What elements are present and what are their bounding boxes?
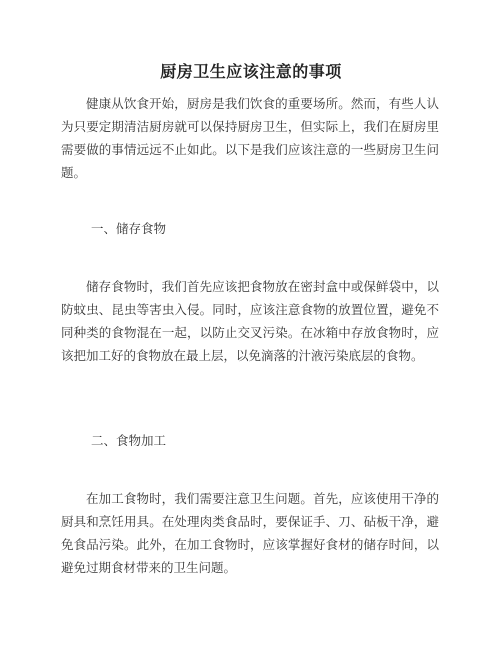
intro-paragraph: 健康从饮食开始，厨房是我们饮食的重要场所。然而，有些人认为只要定期清洁厨房就可以保持厨房卫生，但实际上，我们在厨房里需要做的事情远远不止如此。以下是我们应该注意的一些厨房卫生问题。	[61, 96, 439, 180]
section-heading-processing: 二、食物加工	[91, 433, 167, 448]
section-heading-storage: 一、储存食物	[91, 221, 167, 236]
section-body-processing: 在加工食物时，我们需要注意卫生问题。首先，应该使用干净的厨具和烹饪用具。在处理肉类食品时，要保证手、刀、砧板干净，避免食品污染。此外，在加工食物时，应该掌握好食材的储存时间，以避免过期食材带来的卫生问题。	[61, 491, 439, 575]
document-title: 厨房卫生应该注意的事项	[160, 62, 342, 81]
section-body-storage: 储存食物时，我们首先应该把食物放在密封盒中或保鲜袋中，以防蚊虫、昆虫等害虫入侵。同时，应该注意食物的放置位置，避免不同种类的食物混在一起，以防止交叉污染。在冰箱中存放食物时，应该把加工好的食物放在最上层，以免滴落的汁液污染底层的食物。	[61, 279, 439, 363]
